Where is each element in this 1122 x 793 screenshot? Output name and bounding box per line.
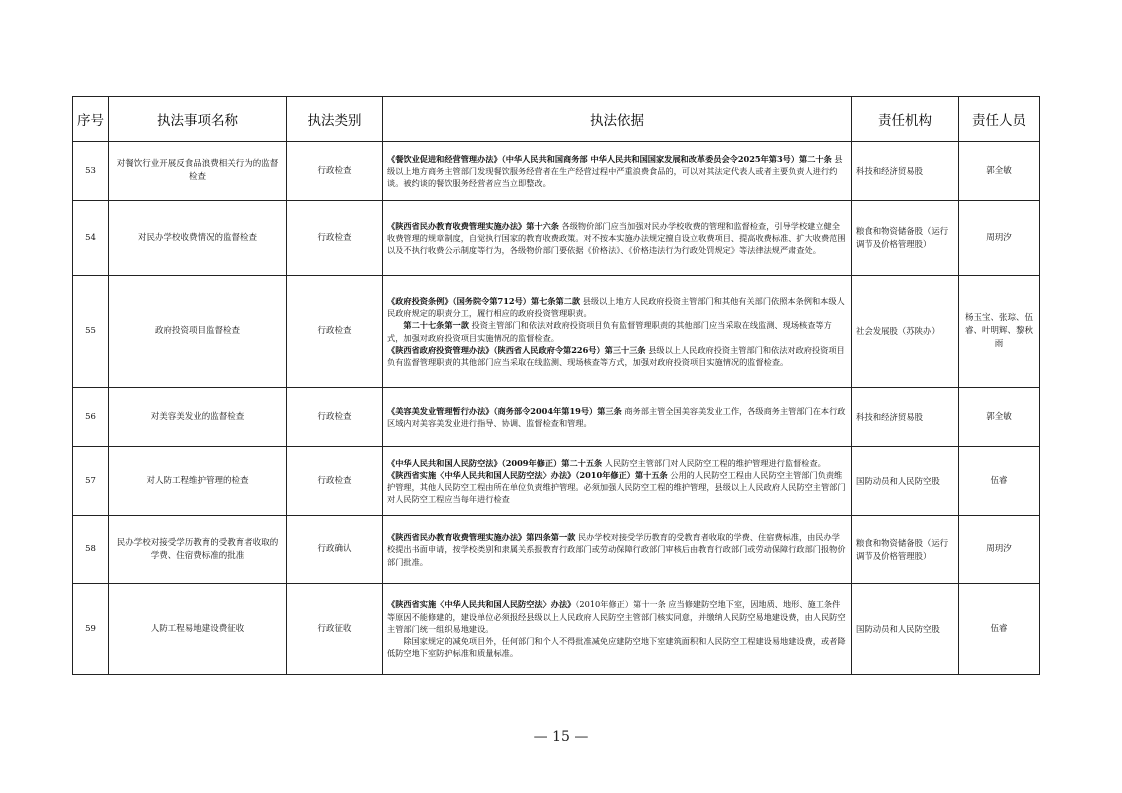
row-basis [383, 516, 852, 584]
basis-paragraph [387, 344, 847, 368]
row-item-name: 政府投资项目监督检查 [109, 276, 287, 388]
header-person: 责任人员 [959, 97, 1040, 142]
row-no: 55 [73, 276, 109, 388]
row-person: 郭全敏 [959, 142, 1040, 201]
basis-text: 投资主管部门和依法对政府投资项目负有监督管理职责的其他部门应当采取在线监测、现场核查等方式，加强对政府投资项目实施情况的监督检查。 [387, 320, 832, 343]
basis-citation: 《陕西省实施〈中华人民共和国人民防空法〉办法》 [387, 599, 576, 610]
basis-text: 民办学校对接受学历教育的受教育者收取的学费、住宿费标准，由民办学校提出书面申请，按学校类别和隶属关系报教育行政部门或劳动保障行政部门审核后由教育行政部门或劳动保障行政部门报物价部门批准。 [387, 532, 846, 567]
row-no: 57 [73, 447, 109, 516]
header-no: 序号 [73, 97, 109, 142]
basis-citation: 《陕西省政府投资管理办法》（陕西省人民政府令第226号）第三十三条 [387, 344, 646, 355]
row-item-name: 对民办学校收费情况的监督检查 [109, 201, 287, 276]
row-person: 伍睿 [959, 447, 1040, 516]
row-no: 53 [73, 142, 109, 201]
header-category: 执法类别 [287, 97, 383, 142]
row-org: 粮食和物资储备股（运行调节及价格管理股） [852, 201, 959, 276]
table-row [73, 447, 1040, 516]
row-category: 行政检查 [287, 447, 383, 516]
row-no: 58 [73, 516, 109, 584]
basis-citation: 《美容美发业管理暂行办法》（商务部令2004年第19号）第三条 [387, 405, 622, 416]
row-category: 行政检查 [287, 201, 383, 276]
row-no: 54 [73, 201, 109, 276]
row-category: 行政检查 [287, 276, 383, 388]
row-basis [383, 584, 852, 675]
basis-paragraph [387, 635, 847, 659]
row-basis [383, 201, 852, 276]
basis-text: 公用的人民防空工程由人民防空主管部门负责维护管理，其他人民防空工程由所在单位负责维护管理。必须加强人民防空工程的维护管理，县级以上人民政府人民防空主管部门对人民防空工程应当每年进行检查 [387, 469, 846, 505]
basis-citation: 《陕西省民办教育收费管理实施办法》第十六条 [387, 220, 559, 231]
basis-paragraph [387, 531, 847, 568]
basis-text: 人民防空主管部门对人民防空工程的维护管理进行监督检查。 [602, 457, 826, 468]
row-org: 社会发展股（苏陕办） [852, 276, 959, 388]
row-item-name: 对美容美发业的监督检查 [109, 388, 287, 447]
row-basis [383, 447, 852, 516]
basis-text: 县级以上人民政府投资主管部门和依法对政府投资项目负有监督管理职责的其他部门应当采取在线监测、现场核查等方式，加强对政府投资项目实施情况的监督检查。 [387, 344, 845, 367]
page-number: — 15 — [533, 729, 589, 745]
basis-citation: 《中华人民共和国人民防空法》（2009年修正）第二十五条 [387, 457, 603, 468]
row-item-name: 民办学校对接受学历教育的受教育者收取的学费、住宿费标准的批准 [109, 516, 287, 584]
row-item-name: 对餐饮行业开展反食品浪费相关行为的监督检查 [109, 142, 287, 201]
basis-citation: 《陕西省实施〈中华人民共和国人民防空法〉办法》（2010年修正）第十五条 [387, 469, 668, 480]
basis-text: （2010年修正）第十一条 应当修建防空地下室，因地质、地形、施工条件等原因不能修建的，建设单位必须报经县级以上人民政府人民防空主管部门核实同意，并缴纳人民防空易地建设费，由人民防空主管部门统一组织易地建设。 [387, 599, 846, 634]
basis-text: 各级物价部门应当加强对民办学校收费的管理和监督检查，引导学校建立健全收费管理的规章制度，自觉执行国家的教育收费政策。对不按本实施办法规定擅自设立收费项目、提高收费标准、扩大收费范围以及不执行收费公示制度等行为，各级物价部门要依据《价格法》、《价格违法行为行政处罚规定》等法律法规严肃查处。 [387, 220, 846, 256]
row-category: 行政检查 [287, 388, 383, 447]
row-no: 56 [73, 388, 109, 447]
basis-paragraph [387, 457, 847, 469]
table-row [73, 516, 1040, 584]
header-org: 责任机构 [852, 97, 959, 142]
row-item-name: 对人防工程维护管理的检查 [109, 447, 287, 516]
row-person: 郭全敏 [959, 388, 1040, 447]
table-row [73, 276, 1040, 388]
row-basis [383, 276, 852, 388]
basis-text: 县级以上地方商务主管部门发现餐饮服务经营者在生产经营过程中严重浪费食品的，可以对其法定代表人或者主要负责人进行约谈。被约谈的餐饮服务经营者应当立即整改。 [387, 153, 843, 189]
row-basis [383, 142, 852, 201]
basis-text: 除国家规定的减免项目外，任何部门和个人不得批准减免应建防空地下室建筑面积和人民防空工程建设易地建设费，或者降低防空地下室防护标准和质量标准。 [387, 636, 846, 659]
header-item-name: 执法事项名称 [109, 97, 287, 142]
row-category: 行政检查 [287, 142, 383, 201]
basis-citation: 第二十七条第一款 [403, 320, 469, 331]
table-row [73, 142, 1040, 201]
row-person: 杨玉宝、张琮、伍睿、叶明辉、黎秋雨 [959, 276, 1040, 388]
basis-paragraph [387, 220, 847, 257]
table-row [73, 388, 1040, 447]
table-row [73, 584, 1040, 675]
row-item-name: 人防工程易地建设费征收 [109, 584, 287, 675]
header-basis: 执法依据 [383, 97, 852, 142]
row-person: 伍睿 [959, 584, 1040, 675]
table-header-row [73, 97, 1040, 142]
basis-paragraph [387, 319, 847, 343]
row-no: 59 [73, 584, 109, 675]
enforcement-items-table [72, 96, 1040, 675]
basis-text: 县级以上地方人民政府投资主管部门和其他有关部门依照本条例和本级人民政府规定的职责分工，履行相应的政府投资管理职责。 [387, 295, 845, 319]
row-category: 行政确认 [287, 516, 383, 584]
basis-paragraph [387, 405, 847, 429]
row-org: 科技和经济贸易股 [852, 388, 959, 447]
basis-paragraph [387, 598, 847, 635]
basis-paragraph [387, 295, 847, 319]
basis-citation: 《政府投资条例》（国务院令第712号）第七条第二款 [387, 295, 581, 306]
basis-paragraph [387, 153, 847, 190]
row-org: 粮食和物资储备股（运行调节及价格管理股） [852, 516, 959, 584]
row-person: 周玥汐 [959, 516, 1040, 584]
row-org: 科技和经济贸易股 [852, 142, 959, 201]
row-basis [383, 388, 852, 447]
basis-citation: 《陕西省民办教育收费管理实施办法》第四条第一款 [387, 532, 576, 543]
basis-paragraph [387, 469, 847, 506]
row-category: 行政征收 [287, 584, 383, 675]
table-row [73, 201, 1040, 276]
row-person: 周玥汐 [959, 201, 1040, 276]
basis-text: 商务部主管全国美容美发业工作，各级商务主管部门在本行政区域内对美容美发业进行指导、协调、监督检查和管理。 [387, 405, 846, 428]
row-org: 国防动员和人民防空股 [852, 584, 959, 675]
basis-citation: 《餐饮业促进和经营管理办法》（中华人民共和国商务部 中华人民共和国国家发展和改革委员会令2025年第3号）第二十条 [387, 153, 832, 164]
row-org: 国防动员和人民防空股 [852, 447, 959, 516]
